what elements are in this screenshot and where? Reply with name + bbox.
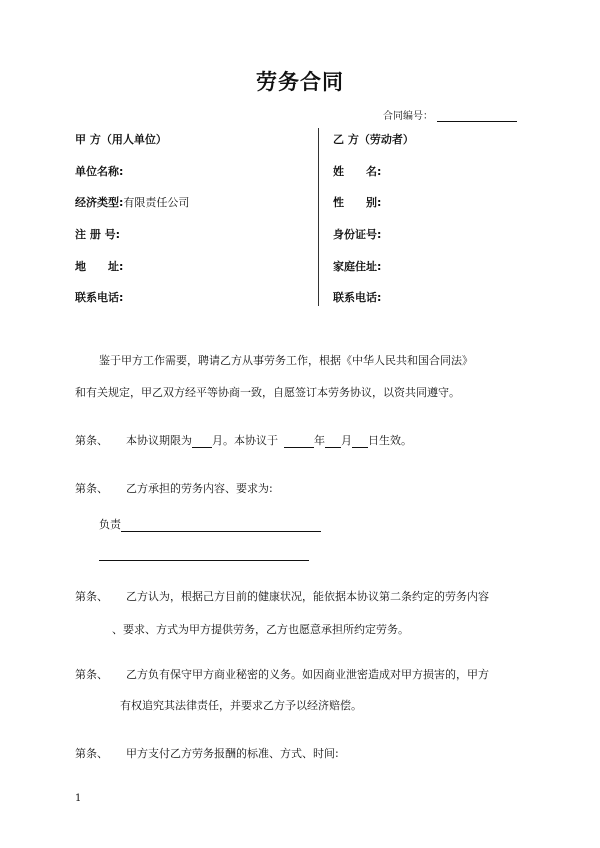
blank-month	[325, 435, 341, 448]
clause-text: 乙方认为，根据己方目前的健康状况，能依据本协议第二条约定的劳务内容	[126, 590, 489, 603]
clause-text: 日生效。	[368, 434, 412, 447]
preamble-line-2: 和有关规定，甲乙双方经平等协商一致，自愿签订本劳务协议，以资共同遵守。	[75, 386, 460, 399]
field-label: 地 址:	[75, 260, 124, 273]
party-b-field	[333, 289, 381, 305]
clause-1	[75, 432, 412, 448]
party-a-field	[75, 226, 120, 242]
clause-4-line-2: 有权追究其法律责任，并要求乙方予以经济赔偿。	[120, 699, 362, 712]
clause-5	[75, 745, 339, 761]
clause-number: 第条、	[75, 434, 108, 447]
contract-number-label: 合同编号：	[383, 111, 433, 122]
clause-number: 第条、	[75, 747, 108, 760]
field-label: 联系电话:	[333, 291, 382, 304]
blank-months	[192, 435, 212, 448]
clause-4	[75, 666, 489, 682]
party-b-field	[333, 163, 381, 179]
field-label: 性 别:	[333, 196, 382, 209]
duty-line-2	[99, 560, 309, 561]
field-label: 联系电话:	[75, 291, 124, 304]
clause-number: 第条、	[75, 590, 108, 603]
field-label: 单位名称:	[75, 165, 124, 178]
party-a-field	[75, 258, 123, 274]
clause-3	[75, 588, 489, 604]
party-a-field	[75, 289, 123, 305]
duty-prefix: 负责	[99, 518, 121, 531]
party-b-field	[333, 194, 381, 210]
clause-3-line-2: 、要求、方式为甲方提供劳务，乙方也愿意承担所约定劳务。	[112, 623, 409, 636]
field-label: 姓 名:	[333, 165, 382, 178]
field-value: 有限责任公司	[123, 196, 190, 209]
clause-text: 月	[341, 434, 352, 447]
clause-number: 第条、	[75, 482, 108, 495]
party-b-field	[333, 258, 381, 274]
field-label: 身份证号:	[333, 228, 382, 241]
clause-text: 年	[314, 434, 325, 447]
duty-blank	[121, 519, 321, 532]
party-b-field	[333, 226, 381, 242]
field-label: 经济类型:	[75, 196, 124, 209]
preamble-line-1: 鉴于甲方工作需要，聘请乙方从事劳务工作，根据《中华人民共和国合同法》	[99, 354, 473, 367]
duty-line-1	[99, 516, 321, 532]
party-b-heading: 乙 方（劳动者）	[333, 133, 414, 146]
clause-text: 乙方负有保守甲方商业秘密的义务。如因商业泄密造成对甲方损害的，甲方	[126, 668, 489, 681]
clause-2	[75, 480, 273, 496]
party-a-heading: 甲 方（用人单位）	[75, 133, 167, 146]
party-a-field	[75, 163, 123, 179]
party-divider	[318, 128, 319, 306]
document-title: 劳务合同	[256, 69, 344, 94]
clause-number: 第条、	[75, 668, 108, 681]
blank-day	[352, 435, 368, 448]
clause-text: 月。本协议于	[212, 434, 278, 447]
party-a-field	[75, 194, 189, 210]
field-label: 注 册 号:	[75, 228, 121, 241]
clause-text: 本协议期限为	[126, 434, 192, 447]
field-label: 家庭住址:	[333, 260, 382, 273]
clause-text: 甲方支付乙方劳务报酬的标准、方式、时间:	[126, 747, 339, 760]
contract-number	[383, 107, 517, 122]
clause-text: 乙方承担的劳务内容、要求为:	[126, 482, 273, 495]
contract-number-blank	[437, 111, 517, 122]
blank-year	[284, 435, 314, 448]
page-number: 1	[75, 793, 82, 804]
